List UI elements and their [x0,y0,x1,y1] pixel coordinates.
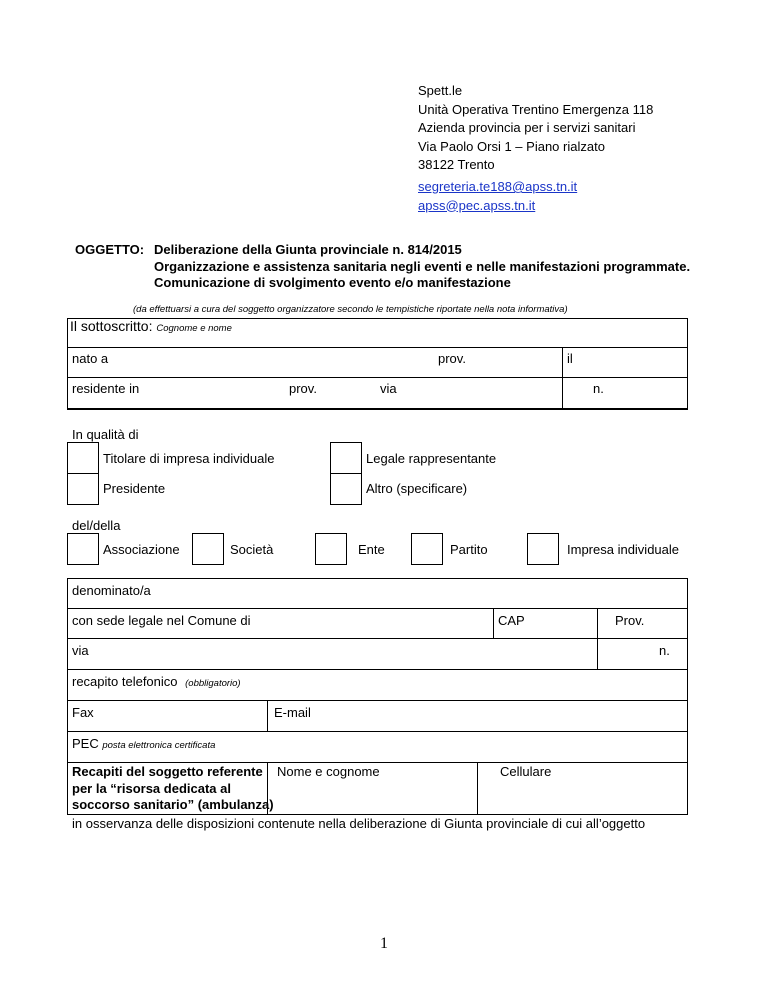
recipient-emails [418,178,577,215]
birth-province-label: prov. [438,351,466,366]
instruction-note: (da effettuarsi a cura del soggetto organizzatore secondo le tempistiche riportate nella nota informativa) [133,304,568,315]
street-label: via [380,381,397,396]
org-checkbox-ente[interactable] [315,533,347,565]
street-number-label: n. [659,643,670,658]
organization-name-label: denominato/a [72,583,151,598]
pec-field[interactable] [72,736,215,751]
org-checkbox-societa[interactable] [192,533,224,565]
subject-line: Deliberazione della Giunta provinciale n. 814/2015 [154,242,462,257]
address-line: 38122 Trento [418,157,495,172]
subject-text [154,242,690,292]
referent-line: soccorso sanitario” (ambulanza) [72,797,274,812]
role-option-label: Titolare di impresa individuale [103,451,275,466]
legal-seat-label: con sede legale nel Comune di [72,613,251,628]
role-checkbox-presidente[interactable] [67,473,99,505]
role-checkbox-titolare[interactable] [67,442,99,474]
org-option-label: Società [230,542,274,557]
fax-label: Fax [72,705,94,720]
compliance-statement: in osservanza delle disposizioni contenute nella deliberazione di Giunta provinciale di cui all’oggetto [72,816,646,831]
email-link[interactable]: segreteria.te188@apss.tn.it [418,179,578,194]
address-line: Azienda provincia per i servizi sanitari [418,120,636,135]
subject-label: OGGETTO: [75,242,145,257]
pec-hint: posta elettronica certificata [102,740,216,751]
referent-line: per la “risorsa dedicata al [72,780,231,796]
organization-type-title: del/della [72,518,121,533]
address-line: Spett.le [418,83,463,98]
role-option-label: Altro (specificare) [366,481,468,496]
recipient-address [418,82,653,175]
undersigned-field[interactable] [70,318,232,334]
role-option-label: Presidente [103,481,166,496]
birthdate-label: il [567,351,573,366]
subject-line: Comunicazione di svolgimento evento e/o manifestazione [154,275,511,290]
phone-label: recapito telefonico [72,674,178,689]
org-option-label: Ente [358,542,385,557]
birthplace-label: nato a [72,351,109,366]
role-option-label: Legale rappresentante [366,451,497,466]
email-label: E-mail [274,705,311,720]
org-checkbox-impresa[interactable] [527,533,559,565]
page-number: 1 [380,935,388,952]
role-checkbox-legale[interactable] [330,442,362,474]
org-option-label: Partito [450,542,488,557]
residence-label: residente in [72,381,140,396]
phone-field[interactable] [72,674,241,689]
street-label: via [72,643,89,658]
street-number-label: n. [593,381,604,396]
province-label: Prov. [615,613,645,628]
pec-label: PEC [72,736,99,751]
role-title: In qualità di [72,427,139,442]
address-line: Via Paolo Orsi 1 – Piano rialzato [418,138,605,154]
org-option-label: Impresa individuale [567,542,680,557]
org-checkbox-associazione[interactable] [67,533,99,565]
residence-province-label: prov. [289,381,317,396]
undersigned-label: Il sottoscritto: [70,318,153,334]
address-line: Unità Operativa Trentino Emergenza 118 [418,101,654,117]
referent-label [72,764,274,814]
org-option-label: Associazione [103,542,180,557]
referent-mobile-label: Cellulare [500,764,552,779]
org-checkbox-partito[interactable] [411,533,443,565]
pec-email-link[interactable]: apss@pec.apss.tn.it [418,197,536,213]
undersigned-hint: Cognome e nome [156,323,232,334]
subject-line: Organizzazione e assistenza sanitaria negli eventi e nelle manifestazioni programmate. [154,258,691,274]
referent-name-label: Nome e cognome [277,764,380,779]
role-checkbox-altro[interactable] [330,473,362,505]
cap-label: CAP [498,613,525,628]
phone-hint: (obbligatorio) [185,678,241,689]
referent-line: Recapiti del soggetto referente [72,764,263,779]
